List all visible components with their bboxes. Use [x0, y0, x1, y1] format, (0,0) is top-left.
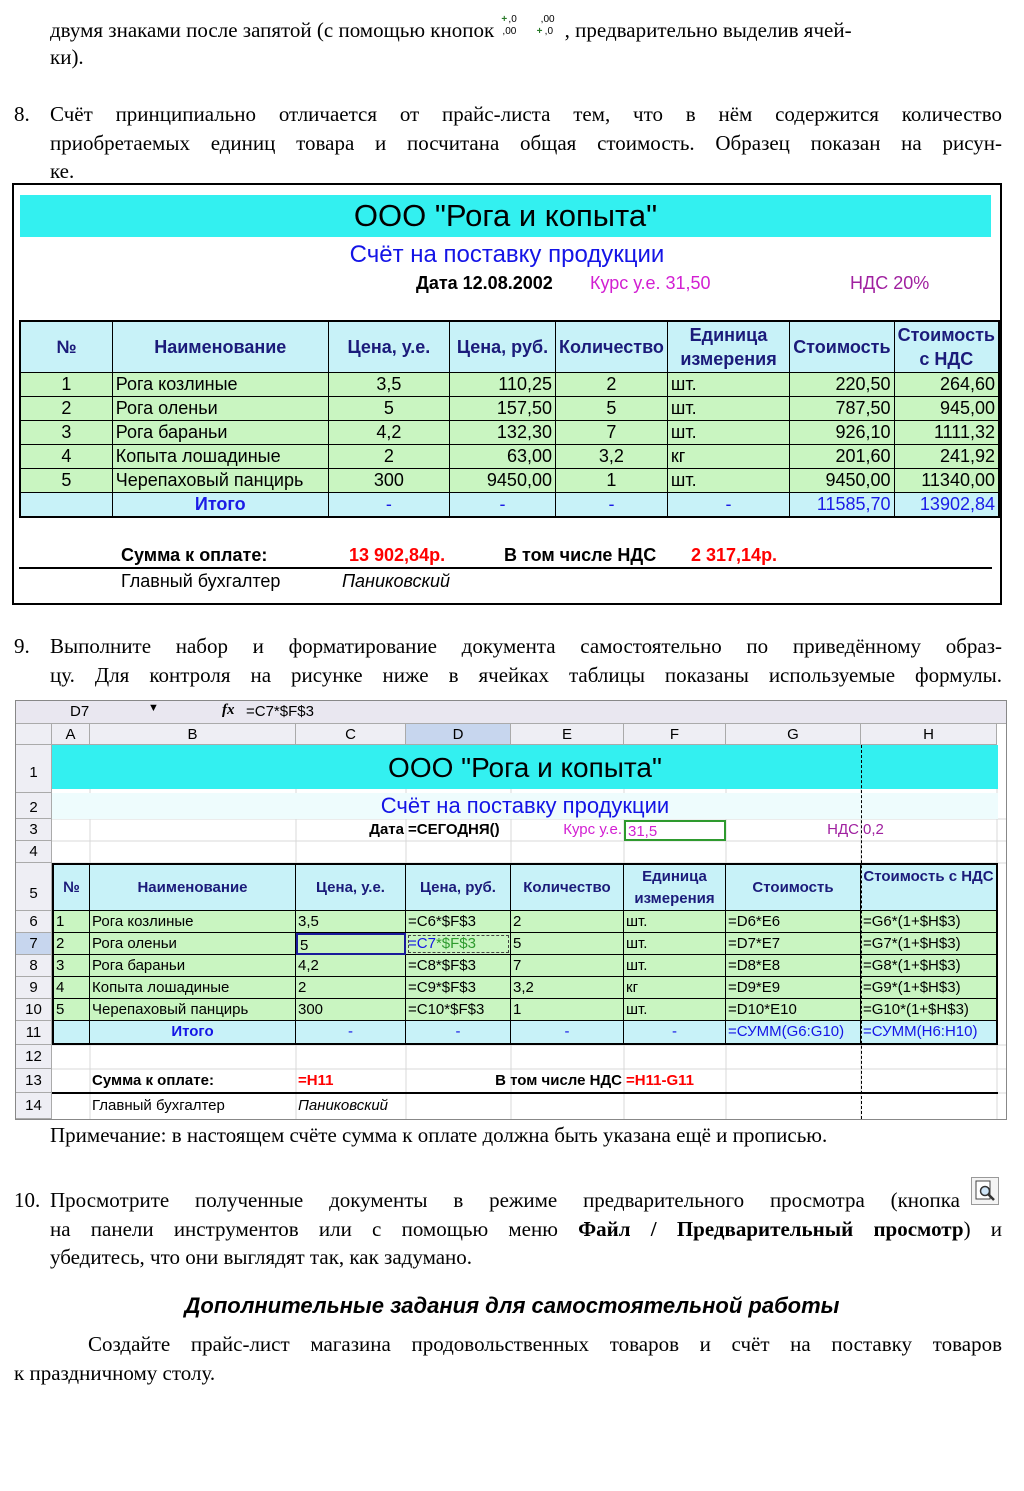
paragraph-top-line2: ки).: [50, 45, 84, 69]
cell-cost-vat: 241,92: [894, 445, 999, 469]
row-header[interactable]: 7: [16, 933, 52, 955]
cell-dash: -: [667, 493, 789, 518]
invoice-subtitle: Счёт на поставку продукции: [349, 241, 665, 268]
cell-price-ue: 3,5: [328, 373, 449, 397]
header-cell[interactable]: Цена, руб.: [406, 865, 511, 911]
cell-num: 2: [20, 397, 112, 421]
pay-formula[interactable]: =H11: [298, 1072, 334, 1089]
vat-value: 2 317,14р.: [691, 545, 778, 565]
invoice-vat: НДС 20%: [850, 273, 930, 293]
cell-name[interactable]: Копыта лошадиные: [90, 977, 296, 999]
formula-ref-c7: =C7: [408, 935, 436, 952]
cell-name: Рога оленьи: [112, 397, 328, 421]
pay-label[interactable]: Сумма к оплате:: [92, 1072, 214, 1089]
total-cell[interactable]: -: [406, 1021, 511, 1043]
menu-preview: Предварительный просмотр: [676, 1217, 964, 1241]
cell-qty[interactable]: 7: [511, 955, 624, 977]
row-header[interactable]: 9: [16, 977, 52, 999]
cell-unit[interactable]: кг: [624, 977, 726, 999]
cell-name: Рога козлиные: [112, 373, 328, 397]
cell-price-rub: 132,30: [450, 421, 556, 445]
cell-cost-vat[interactable]: =G10*(1+$H$3): [861, 999, 996, 1021]
vat-total-label[interactable]: В том числе НДС: [495, 1072, 622, 1089]
total-label[interactable]: Итого: [90, 1021, 296, 1043]
column-header-e[interactable]: E: [511, 724, 624, 745]
page-break-line: [861, 745, 862, 1119]
cell-name: Копыта лошадиные: [112, 445, 328, 469]
cell-num: 3: [20, 421, 112, 445]
cell-qty[interactable]: 2: [511, 911, 624, 933]
paragraph-text: , предварительно выделив ячей-: [564, 18, 852, 42]
cell-price-ue: 5: [328, 397, 449, 421]
column-header-h[interactable]: H: [861, 724, 997, 745]
cell-unit: шт.: [667, 373, 789, 397]
function-icon[interactable]: fx: [222, 702, 235, 718]
header-cell[interactable]: Единица измерения: [624, 865, 726, 911]
table-row: [20, 397, 999, 421]
vat-label[interactable]: НДС: [827, 821, 859, 838]
cell-unit: шт.: [667, 421, 789, 445]
extra-line: Создайте прайс-лист магазина продовольственных товаров и счёт на поставку товаров: [88, 1332, 1002, 1356]
pay-value: 13 902,84р.: [349, 545, 446, 565]
item10-line: Просмотрите полученные документы в режиме предварительного просмотра (кнопка: [50, 1188, 960, 1212]
total-row: [20, 493, 999, 518]
divider-line: [19, 567, 992, 569]
cell-price-rub: 63,00: [450, 445, 556, 469]
cell-price-ue[interactable]: 300: [296, 999, 406, 1021]
invoice-date: Дата 12.08.2002: [416, 273, 553, 293]
item8-line: приобретаемых единиц товара и посчитана общая стоимость. Образец показан на рисун-: [50, 131, 1002, 155]
column-header: Количество: [555, 321, 667, 373]
header-cell[interactable]: Стоимость с НДС: [861, 865, 996, 911]
cell-name[interactable]: Рога бараньи: [90, 955, 296, 977]
table-row: [20, 469, 999, 493]
cell-price-rub[interactable]: [406, 933, 511, 955]
formula-input[interactable]: =C7*$F$3: [246, 703, 314, 720]
cell-cost: 926,10: [790, 421, 894, 445]
cell-num[interactable]: 4: [54, 977, 90, 999]
decrease-decimal-icon: ,00 + ,0: [536, 14, 555, 37]
header-cell[interactable]: Количество: [511, 865, 624, 911]
item10-line2: [50, 1215, 1002, 1244]
name-box-dropdown-icon[interactable]: ▼: [148, 702, 159, 714]
note-text: Примечание: в настоящем счёте сумма к оплате должна быть указана ещё и прописью.: [50, 1123, 828, 1147]
formula-bar: [16, 701, 1006, 724]
date-label[interactable]: Дата: [369, 821, 404, 838]
cell-name[interactable]: Рога козлиные: [90, 911, 296, 933]
cell-cost[interactable]: =D6*E6: [726, 911, 861, 933]
cell-price-rub: 9450,00: [450, 469, 556, 493]
cell-price-rub[interactable]: =C8*$F$3: [406, 955, 511, 977]
row-header[interactable]: 1: [16, 745, 52, 793]
column-header-g[interactable]: G: [726, 724, 861, 745]
cell-unit[interactable]: шт.: [624, 933, 726, 955]
accountant-name: Паниковский: [342, 571, 450, 591]
row-header[interactable]: 11: [16, 1021, 52, 1045]
row-header[interactable]: 13: [16, 1069, 52, 1093]
cell-num[interactable]: 2: [54, 933, 90, 955]
column-header: Стоимость: [790, 321, 894, 373]
column-header-f[interactable]: F: [624, 724, 726, 745]
pay-label: Сумма к оплате:: [121, 545, 268, 565]
header-cell[interactable]: Наименование: [90, 865, 296, 911]
paragraph-text: двумя знаками после запятой (с помощью кнопок: [50, 18, 495, 42]
item-number: 9.: [14, 634, 30, 658]
row-header[interactable]: 5: [16, 863, 52, 911]
extra-heading: Дополнительные задания для самостоятельной работы: [184, 1293, 840, 1318]
cell-cost-vat: 945,00: [894, 397, 999, 421]
vat-total-formula[interactable]: =H11-G11: [626, 1072, 694, 1089]
excel-figure: [15, 700, 1007, 1120]
sheet-title[interactable]: ООО "Рога и копыта": [52, 745, 998, 789]
cell-price-rub[interactable]: =C9*$F$3: [406, 977, 511, 999]
total-cell[interactable]: =СУММ(G6:G10): [726, 1021, 861, 1043]
cell-unit[interactable]: шт.: [624, 911, 726, 933]
cell-unit[interactable]: шт.: [624, 955, 726, 977]
cell-price-rub: 157,50: [450, 397, 556, 421]
cell-cost-vat[interactable]: =G9*(1+$H$3): [861, 977, 996, 999]
cell-price-ue[interactable]: 5: [296, 933, 406, 955]
cell-cost-vat: 11340,00: [894, 469, 999, 493]
corner-cell[interactable]: [16, 724, 52, 745]
row-header[interactable]: 12: [16, 1045, 52, 1069]
cell-qty[interactable]: 3,2: [511, 977, 624, 999]
paragraph-top-line1: [50, 14, 1002, 45]
cell-qty: 1: [555, 469, 667, 493]
accountant-label: Главный бухгалтер: [121, 571, 281, 591]
cell-cost[interactable]: =D7*E7: [726, 933, 861, 955]
row-header[interactable]: 14: [16, 1093, 52, 1119]
name-box[interactable]: D7: [70, 703, 90, 720]
total-cell[interactable]: -: [511, 1021, 624, 1043]
cell-num[interactable]: 5: [54, 999, 90, 1021]
column-header: Стоимость с НДС: [894, 321, 999, 373]
item-number: 10.: [14, 1188, 41, 1212]
column-header-a[interactable]: A: [52, 724, 90, 745]
sheet-subtitle[interactable]: Счёт на поставку продукции: [52, 793, 998, 819]
cell-cost: 787,50: [790, 397, 894, 421]
vat-label: В том числе НДС: [504, 545, 657, 565]
invoice-figure: [12, 183, 1002, 605]
date-formula[interactable]: =СЕГОДНЯ(): [408, 821, 500, 838]
cell-blank: [20, 493, 112, 518]
column-header: Цена, у.е.: [328, 321, 449, 373]
cell-price-rub: 110,25: [450, 373, 556, 397]
cell-cost-vat[interactable]: =G6*(1+$H$3): [861, 911, 996, 933]
vat-cell[interactable]: 0,2: [863, 821, 884, 838]
column-header-c[interactable]: C: [296, 724, 406, 745]
company-banner: ООО "Рога и копыта": [20, 195, 991, 237]
extra-line: к праздничному столу.: [14, 1361, 216, 1385]
table-row: [20, 445, 999, 469]
table-row: [20, 373, 999, 397]
row-header[interactable]: 3: [16, 819, 52, 841]
cell-price-ue: 300: [328, 469, 449, 493]
item9-line: цу. Для контроля на рисунке ниже в ячейках таблицы показаны используемые формулы.: [50, 663, 1002, 687]
column-header: Единица измерения: [667, 321, 789, 373]
cell-unit: кг: [667, 445, 789, 469]
total-cell[interactable]: [54, 1021, 90, 1043]
row-header[interactable]: 8: [16, 955, 52, 977]
cell-cost-vat: 1111,32: [894, 421, 999, 445]
cell-cost: 9450,00: [790, 469, 894, 493]
total-cell[interactable]: -: [296, 1021, 406, 1043]
column-header-b[interactable]: B: [90, 724, 296, 745]
cell-num[interactable]: 3: [54, 955, 90, 977]
cell-price-ue[interactable]: 3,5: [296, 911, 406, 933]
cell-num: 5: [20, 469, 112, 493]
cell-price-ue[interactable]: 4,2: [296, 955, 406, 977]
formula-ref-f3: *$F$3: [435, 935, 476, 952]
rate-label[interactable]: Курс у.е.: [563, 821, 622, 838]
print-preview-icon: [971, 1177, 999, 1205]
cell-cost[interactable]: =D10*E10: [726, 999, 861, 1021]
column-header: Цена, руб.: [450, 321, 556, 373]
total-label: Итого: [112, 493, 328, 518]
cell-name: Черепаховый панцирь: [112, 469, 328, 493]
row-header[interactable]: 6: [16, 911, 52, 933]
row-header[interactable]: 10: [16, 999, 52, 1021]
cell-unit: шт.: [667, 469, 789, 493]
accountant-name[interactable]: Паниковский: [298, 1097, 388, 1114]
cell-qty[interactable]: 1: [511, 999, 624, 1021]
cell-qty: 2: [555, 373, 667, 397]
table-row: [20, 421, 999, 445]
cell-cost: 220,50: [790, 373, 894, 397]
cell-dash: -: [450, 493, 556, 518]
cell-name: Рога бараньи: [112, 421, 328, 445]
cell-price-rub[interactable]: =C6*$F$3: [406, 911, 511, 933]
table-header-row: [20, 321, 999, 373]
cell-dash: -: [328, 493, 449, 518]
rate-cell[interactable]: 31,5: [624, 820, 726, 841]
menu-separator: /: [650, 1217, 657, 1241]
invoice-table: [19, 320, 1000, 518]
cell-price-ue: 2: [328, 445, 449, 469]
column-header-d[interactable]: D: [406, 724, 511, 745]
row-header[interactable]: 4: [16, 841, 52, 863]
cell-price-rub[interactable]: =C10*$F$3: [406, 999, 511, 1021]
header-cell[interactable]: №: [54, 865, 90, 911]
column-header: №: [20, 321, 112, 373]
cell-unit: шт.: [667, 397, 789, 421]
cell-num[interactable]: 1: [54, 911, 90, 933]
cell-cost: 201,60: [790, 445, 894, 469]
item9-line: Выполните набор и форматирование документа самостоятельно по приведённому образ-: [50, 634, 1002, 658]
column-header: Наименование: [112, 321, 328, 373]
invoice-rate: Курс у.е. 31,50: [590, 273, 711, 293]
cell-dash: -: [555, 493, 667, 518]
cell-cost[interactable]: =D9*E9: [726, 977, 861, 999]
total-cost: 11585,70: [790, 493, 894, 518]
total-cell[interactable]: -: [624, 1021, 726, 1043]
header-cell[interactable]: Стоимость: [726, 865, 861, 911]
cell-price-ue[interactable]: 2: [296, 977, 406, 999]
item10-text: на панели инструментов или с помощью меню: [50, 1217, 558, 1241]
cell-name[interactable]: Черепаховый панцирь: [90, 999, 296, 1021]
total-cost-vat: 13902,84: [894, 493, 999, 518]
cell-name[interactable]: Рога оленьи: [90, 933, 296, 955]
item10-line: убедитесь, что они выглядят так, как задумано.: [50, 1245, 473, 1269]
item8-line: ке.: [50, 159, 75, 183]
cell-price-ue: 4,2: [328, 421, 449, 445]
item10-text: ) и: [963, 1217, 1003, 1241]
row-header[interactable]: 2: [16, 793, 52, 819]
cell-qty[interactable]: 5: [511, 933, 624, 955]
cell-num: 1: [20, 373, 112, 397]
cell-unit[interactable]: шт.: [624, 999, 726, 1021]
increase-decimal-icon: + ,0 ,00: [501, 14, 517, 37]
cell-cost-vat[interactable]: =G8*(1+$H$3): [861, 955, 996, 977]
header-cell[interactable]: Цена, у.е.: [296, 865, 406, 911]
cell-cost-vat: 264,60: [894, 373, 999, 397]
cell-cost-vat[interactable]: =G7*(1+$H$3): [861, 933, 996, 955]
accountant-label[interactable]: Главный бухгалтер: [92, 1097, 225, 1114]
cell-qty: 7: [555, 421, 667, 445]
total-cell[interactable]: =СУММ(H6:H10): [861, 1021, 996, 1043]
item8-line: Счёт принципиально отличается от прайс-листа тем, что в нём содержится количество: [50, 102, 1002, 126]
cell-num: 4: [20, 445, 112, 469]
cell-cost[interactable]: =D8*E8: [726, 955, 861, 977]
cell-qty: 5: [555, 397, 667, 421]
cell-qty: 3,2: [555, 445, 667, 469]
menu-file: Файл: [578, 1217, 631, 1241]
item-number: 8.: [14, 102, 30, 126]
